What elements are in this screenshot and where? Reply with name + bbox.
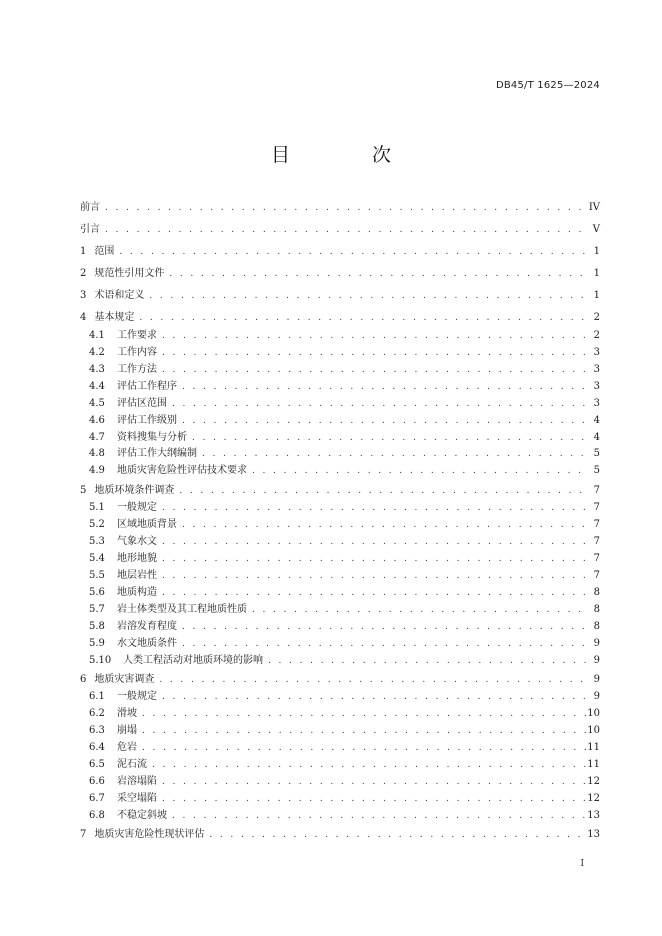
toc-entry-page: 1 [593,268,600,279]
toc-entry-page: 7 [593,536,600,547]
toc-entry-label: 区域地质背景 [117,519,177,530]
toc-entry-label: 地形地貌 [117,553,157,564]
toc-entry[interactable] [80,827,600,843]
toc-entry-label: 岩溶发育程度 [117,621,177,632]
toc-leader-dots [169,808,587,824]
toc-entry-page: 13 [587,829,600,840]
toc-subentry[interactable] [80,534,600,550]
toc-entry-page: 12 [587,793,600,804]
toc-subentry[interactable] [80,517,600,533]
document-code: DB45/T 1625—2024 [495,80,600,91]
toc-entry-page: 9 [593,638,600,649]
toc-entry-label: 地质环境条件调查 [94,485,175,496]
toc-leader-dots [159,500,588,516]
toc-entry-number: 6 [80,674,87,685]
toc-entry-page: 4 [593,415,600,426]
toc-entry-number: 4.6 [89,415,105,426]
toc-entry-page: 3 [593,364,600,375]
toc-leader-dots [139,723,587,739]
toc-leader-dots [159,362,588,378]
toc-entry-label: 气象水文 [117,536,157,547]
toc-entry-number: 4.7 [89,432,105,443]
toc-entry-label: 泥石流 [117,759,147,770]
toc-leader-dots [159,689,588,705]
toc-entry-label: 地质灾害危险性现状评估 [94,829,205,840]
toc-entry-page: 3 [593,347,600,358]
toc-leader-dots [159,791,587,807]
toc-entry-number: 5.2 [89,519,105,530]
toc-entry-number: 4.1 [89,330,105,341]
toc-entry-number: 3 [80,290,87,301]
toc-subentry[interactable] [80,585,600,601]
toc-entry-label: 水文地质条件 [117,638,177,649]
toc-entry-page: 5 [593,448,600,459]
toc-entry-page: 9 [593,674,600,685]
toc-entry-label: 资料搜集与分析 [117,432,187,443]
toc-entry-page: IV [588,202,600,213]
toc-entry-number: 4.2 [89,347,105,358]
toc-leader-dots [249,463,588,479]
toc-leader-dots [159,568,588,584]
toc-leader-dots [139,740,587,756]
toc-leader-dots [176,483,588,499]
toc-leader-dots [116,244,588,260]
toc-entry-label: 人类工程活动对地质环境的影响 [123,655,263,666]
toc-entry-page: 4 [593,432,600,443]
toc-subentry[interactable] [80,446,600,462]
toc-subentry[interactable] [80,396,600,412]
toc-subentry[interactable] [80,345,600,361]
toc-entry-number: 5.1 [89,502,105,513]
toc-subentry[interactable] [80,808,600,824]
toc-entry[interactable] [80,266,600,282]
toc-subentry[interactable] [80,706,600,722]
toc-subentry[interactable] [80,362,600,378]
toc-subentry[interactable] [80,791,600,807]
toc-subentry[interactable] [80,413,600,429]
toc-leader-dots [179,636,588,652]
toc-entry-number: 4.5 [89,398,105,409]
toc-leader-dots [102,222,588,238]
toc-entry-page: 8 [593,621,600,632]
toc-entry-label: 规范性引用文件 [94,268,165,279]
toc-subentry[interactable] [80,653,600,669]
toc-entry-label: 地质灾害调查 [94,674,155,685]
toc-entry-number: 6.8 [89,810,105,821]
toc-entry-label: 基本规定 [94,312,135,323]
toc-leader-dots [179,413,588,429]
toc-entry-label: 岩土体类型及其工程地质性质 [117,604,247,615]
toc-subentry[interactable] [80,757,600,773]
toc-entry-number: 6.1 [89,691,105,702]
toc-entry-number: 6.5 [89,759,105,770]
toc-leader-dots [159,551,588,567]
toc-entry-label: 评估工作级别 [117,415,177,426]
toc-leader-dots [159,774,587,790]
toc-leader-dots [166,266,588,282]
toc-entry-number: 5.4 [89,553,105,564]
toc-entry-number: 5.10 [89,655,112,666]
toc-entry-label: 工作方法 [117,364,157,375]
toc-entry-number: 5.9 [89,638,105,649]
toc-entry-number: 5.3 [89,536,105,547]
toc-entry-page: 5 [593,465,600,476]
toc-subentry[interactable] [80,430,600,446]
toc-entry-page: 9 [593,691,600,702]
toc-leader-dots [156,672,588,688]
toc-entry-label: 地质灾害危险性评估技术要求 [117,465,247,476]
toc-entry[interactable] [80,310,600,326]
toc-leader-dots [189,430,588,446]
toc-leader-dots [169,396,588,412]
toc-entry-label: 危岩 [117,742,137,753]
toc-entry-label: 一般规定 [117,691,157,702]
page-number: I [580,859,584,869]
toc-entry-label: 评估工作程序 [117,381,177,392]
toc-entry-page: 13 [587,810,600,821]
toc-subentry[interactable] [80,774,600,790]
toc-entry-number: 4.8 [89,448,105,459]
toc-entry-number: 5 [80,485,87,496]
toc-entry[interactable] [80,244,600,260]
toc-subentry[interactable] [80,619,600,635]
toc-entry-label: 滑坡 [117,708,137,719]
toc-entry-number: 5.8 [89,621,105,632]
toc-leader-dots [179,619,588,635]
toc-entry-label: 采空塌陷 [117,793,157,804]
toc-subentry[interactable] [80,740,600,756]
toc-entry-label: 工作要求 [117,330,157,341]
toc-entry-page: 3 [593,381,600,392]
toc-subentry[interactable] [80,723,600,739]
toc-entry-number: 5.5 [89,570,105,581]
toc-leader-dots [249,602,588,618]
toc-entry-page: 7 [593,553,600,564]
toc-entry-label: 前言 [80,202,100,213]
toc-entry-label: 评估区范围 [117,398,167,409]
toc-entry-label: 范围 [94,246,115,257]
toc-entry-number: 2 [80,268,87,279]
toc-subentry[interactable] [80,328,600,344]
toc-leader-dots [159,328,588,344]
toc-entry-page: 12 [587,776,600,787]
toc-entry-page: 7 [593,519,600,530]
toc-subentry[interactable] [80,500,600,516]
toc-entry-number: 6.4 [89,742,105,753]
toc-entry-page: 9 [593,655,600,666]
toc-leader-dots [206,827,587,843]
toc-subentry[interactable] [80,379,600,395]
toc-entry-page: 3 [593,398,600,409]
toc-entry-label: 术语和定义 [94,290,145,301]
toc-entry-page: 8 [593,604,600,615]
toc-entry-page: 11 [587,742,600,753]
toc-entry-label: 岩溶塌陷 [117,776,157,787]
toc-leader-dots [139,706,587,722]
toc-entry-number: 1 [80,246,87,257]
toc-entry-page: 1 [593,246,600,257]
toc-entry-number: 4.3 [89,364,105,375]
toc-entry-page: 10 [587,725,600,736]
page-title: 目 次 [270,144,430,166]
toc-entry-page: 1 [593,290,600,301]
toc-entry-page: 2 [593,312,600,323]
toc-leader-dots [199,446,588,462]
toc-leader-dots [159,585,588,601]
toc-entry[interactable] [80,200,600,216]
toc-entry-label: 引言 [80,224,100,235]
toc-entry-page: 7 [593,502,600,513]
toc-entry-number: 6.3 [89,725,105,736]
toc-entry-label: 地质构造 [117,587,157,598]
toc-leader-dots [149,757,587,773]
toc-leader-dots [179,517,588,533]
toc-subentry[interactable] [80,551,600,567]
toc-entry-page: V [592,224,600,235]
toc-subentry[interactable] [80,689,600,705]
toc-entry[interactable] [80,483,600,499]
toc-entry-page: 2 [593,330,600,341]
toc-entry-label: 评估工作大纲编制 [117,448,197,459]
toc-entry-page: 10 [587,708,600,719]
toc-entry[interactable] [80,672,600,688]
toc-leader-dots [146,288,588,304]
toc-entry[interactable] [80,288,600,304]
toc-entry-number: 5.6 [89,587,105,598]
toc-entry-page: 8 [593,587,600,598]
toc-leader-dots [102,200,588,216]
toc-entry-label: 一般规定 [117,502,157,513]
toc-leader-dots [179,379,588,395]
toc-entry-label: 崩塌 [117,725,137,736]
toc-entry-label: 工作内容 [117,347,157,358]
toc-entry-number: 5.7 [89,604,105,615]
toc-entry-number: 6.6 [89,776,105,787]
toc-entry-number: 7 [80,829,87,840]
toc-subentry[interactable] [80,602,600,618]
toc-subentry[interactable] [80,463,600,479]
toc-subentry[interactable] [80,568,600,584]
toc-leader-dots [159,345,588,361]
toc-leader-dots [159,534,588,550]
toc-entry[interactable] [80,222,600,238]
toc-leader-dots [265,653,588,669]
toc-entry-number: 6.2 [89,708,105,719]
toc-entry-number: 4.4 [89,381,105,392]
toc-entry-page: 7 [593,485,600,496]
toc-subentry[interactable] [80,636,600,652]
toc-entry-page: 7 [593,570,600,581]
toc-entry-page: 11 [587,759,600,770]
toc-entry-label: 地层岩性 [117,570,157,581]
toc-entry-number: 6.7 [89,793,105,804]
toc-entry-label: 不稳定斜坡 [117,810,167,821]
toc-entry-number: 4 [80,312,87,323]
toc-entry-number: 4.9 [89,465,105,476]
toc-leader-dots [136,310,588,326]
